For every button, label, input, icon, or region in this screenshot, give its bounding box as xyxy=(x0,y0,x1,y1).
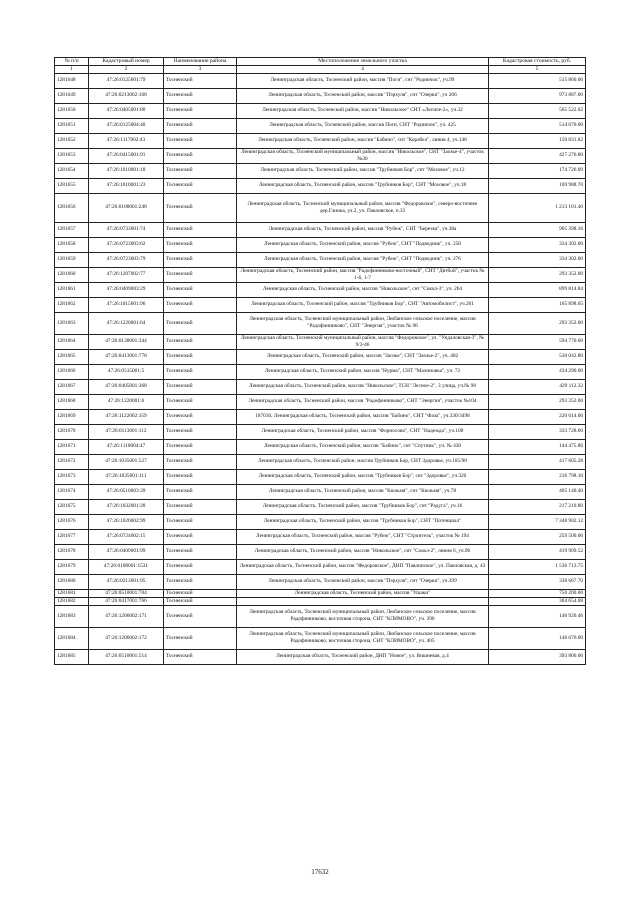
cadastral-number: 47:26:0417001:766 xyxy=(89,597,164,605)
cadastral-number: 47:26:0723003:62 xyxy=(89,237,164,252)
cadastral-number: 47:26:0108001:248 xyxy=(89,193,164,222)
land-location: Ленинградская область, Тосненский район, массив "Трубников Бор", СНТ "Потенциал" xyxy=(237,514,489,529)
cadastral-value: 515 860.00 xyxy=(489,73,586,88)
land-location: Ленинградская область, Тосненский муниципальный район, массив "Федоровское", ул. "Ундаловская-3", № 9/3-46 xyxy=(237,334,489,349)
land-location: 187030, Ленинградская область, Тосненский район, массив "Бабино", СНТ "Фаза", уч.330/3498 xyxy=(237,409,489,424)
table-row xyxy=(55,454,586,469)
table-row xyxy=(55,484,586,499)
row-number: 1281679 xyxy=(55,559,89,574)
cadastral-value: 334 302.00 xyxy=(489,237,586,252)
district-name: Тосненский xyxy=(164,514,237,529)
district-name: Тосненский xyxy=(164,297,237,312)
row-number: 1281654 xyxy=(55,163,89,178)
district-name: Тосненский xyxy=(164,237,237,252)
land-location: Ленинградская область, Тосненский район, массив "Трубников Бор", СНТ "Моховое", уч.18 xyxy=(237,178,489,193)
land-location: Ленинградская область, Тосненский район, массив "Никольское", ТСН "Лесное-2", 3 улица, уч.№ 98 xyxy=(237,379,489,394)
table-row xyxy=(55,193,586,222)
cadastral-value-table xyxy=(54,57,586,665)
cadastral-value: 530 042.80 xyxy=(489,349,586,364)
district-name: Тосненский xyxy=(164,484,237,499)
table-row xyxy=(55,267,586,282)
cadastral-number: 47:26:1207002:77 xyxy=(89,267,164,282)
cadastral-value: 336 667.70 xyxy=(489,574,586,589)
district-name: Тосненский xyxy=(164,409,237,424)
cadastral-number: 47:26:0138001:344 xyxy=(89,334,164,349)
cadastral-number: 47:26:1206002:171 xyxy=(89,605,164,627)
cadastral-value: 417 605.28 xyxy=(489,454,586,469)
district-name: Тосненский xyxy=(164,163,237,178)
land-location: Ленинградская область, Тосненский район, ДНП "Новое", ул. Вишневая, д.4 xyxy=(237,649,489,664)
header-cadastral-number: Кадастровый номер xyxy=(89,58,164,66)
district-name: Тосненский xyxy=(164,627,237,649)
district-name: Тосненский xyxy=(164,312,237,334)
table-row xyxy=(55,605,586,627)
cadastral-number: 47:26:0213002:168 xyxy=(89,88,164,103)
district-name: Тосненский xyxy=(164,118,237,133)
table-row xyxy=(55,334,586,349)
land-location: Ленинградская область, Тосненский район, массив "Поги", снт "Родничок", уч.99 xyxy=(237,73,489,88)
table-row xyxy=(55,424,586,439)
district-name: Тосненский xyxy=(164,544,237,559)
table-header-row xyxy=(55,58,586,66)
table-row xyxy=(55,237,586,252)
cadastral-value: 293 352.00 xyxy=(489,267,586,282)
land-location: Ленинградская область, Тосненский район, массив "Бабино", снт "Корабел", линия 4, уч.148 xyxy=(237,133,489,148)
land-location: Ленинградская область, Тосненский муниципальный район, Любанское сельское поселение, массив Радофинниково, восточная сторона, СНТ "КЛИМОВО", уч. 405 xyxy=(237,627,489,649)
district-name: Тосненский xyxy=(164,133,237,148)
cadastral-number: 47:26:0723003:79 xyxy=(89,252,164,267)
cadastral-value: 419 909.52 xyxy=(489,544,586,559)
table-row xyxy=(55,297,586,312)
table-row xyxy=(55,178,586,193)
cadastral-value: 7 348 902.12 xyxy=(489,514,586,529)
land-location: Ленинградская область, Тосненский район, массив "Радофинниково-восточный", СНТ "Дятбой", участок № 1-6, 1-7 xyxy=(237,267,489,282)
land-location: Ленинградская область, Тосненский муниципальный район, Любанское сельское поселение, массив "Радофинниково", СНТ "Энергия", участок № 96 xyxy=(237,312,489,334)
cadastral-value: 169 988.70 xyxy=(489,178,586,193)
district-name: Тосненский xyxy=(164,469,237,484)
district-name: Тосненский xyxy=(164,454,237,469)
row-number: 1281650 xyxy=(55,103,89,118)
land-location: Ленинградская область, Тосненский район, массив "Нурма", СНТ "Малиновка", уч. 72 xyxy=(237,364,489,379)
cadastral-number: 47:26:0510001:704 xyxy=(89,589,164,597)
district-name: Тосненский xyxy=(164,364,237,379)
table-row xyxy=(55,597,586,605)
row-number: 1281648 xyxy=(55,73,89,88)
header-district: Наименование района xyxy=(164,58,237,66)
district-name: Тосненский xyxy=(164,282,237,297)
district-name: Тосненский xyxy=(164,334,237,349)
table-row xyxy=(55,379,586,394)
land-location: Ленинградская область, Тосненский район, массив "Заозье", СНТ "Заозье-2", уч. 402 xyxy=(237,349,489,364)
cadastral-value: 165 898.65 xyxy=(489,297,586,312)
district-name: Тосненский xyxy=(164,222,237,237)
row-number: 1281664 xyxy=(55,334,89,349)
district-name: Тосненский xyxy=(164,178,237,193)
land-location: Ленинградская область, Тосненский район, массив "Никольское", снт "Сокол-2", линия 6, уч.96 xyxy=(237,544,489,559)
land-location: Ленинградская область, Тосненский муниципальный район, массив "Никольское", СНТ "Заозье-4", участок №30 xyxy=(237,148,489,163)
cadastral-number: 47:26:1220001:64 xyxy=(89,312,164,334)
district-name: Тосненский xyxy=(164,267,237,282)
land-location: Ленинградская область, Тосненский муниципальный район, массив "Федоровское", северо-восточнее дер.Глинка, ул.2, уч. Павловское, п.33 xyxy=(237,193,489,222)
row-number: 1281666 xyxy=(55,364,89,379)
row-number: 1281678 xyxy=(55,544,89,559)
land-location: Ленинградская область, Тосненский район, массив "Рубеж", СНТ "Подводник", уч. 276 xyxy=(237,252,489,267)
district-name: Тосненский xyxy=(164,103,237,118)
cadastral-value: 429 112.32 xyxy=(489,379,586,394)
cadastral-value: 905 398.16 xyxy=(489,222,586,237)
cadastral-number: 47:26:0733001:74 xyxy=(89,222,164,237)
table-row xyxy=(55,469,586,484)
cadastral-value: 1 536 713.75 xyxy=(489,559,586,574)
cadastral-value: 220 014.00 xyxy=(489,409,586,424)
district-name: Тосненский xyxy=(164,529,237,544)
cadastral-number: 47:26:0113001:112 xyxy=(89,424,164,439)
table-row xyxy=(55,394,586,409)
table-row xyxy=(55,222,586,237)
district-name: Тосненский xyxy=(164,589,237,597)
cadastral-number: 47:26:0510001:514 xyxy=(89,649,164,664)
cadastral-value: 217 210.80 xyxy=(489,499,586,514)
table-row xyxy=(55,574,586,589)
district-name: Тосненский xyxy=(164,394,237,409)
table-row xyxy=(55,627,586,649)
district-name: Тосненский xyxy=(164,88,237,103)
row-number: 1281685 xyxy=(55,649,89,664)
land-location: Ленинградская область, Тосненский район, массив "Рубеж", СНТ "Подводник", уч. 258 xyxy=(237,237,489,252)
land-location: Ленинградская область, Тосненский район, массив "Бабино", снт "Спутник", уч. № 430 xyxy=(237,439,489,454)
cadastral-value: 174 726.09 xyxy=(489,163,586,178)
cadastral-number: 47:26:0724002:15 xyxy=(89,529,164,544)
table-row xyxy=(55,163,586,178)
row-number: 1281655 xyxy=(55,178,89,193)
cadastral-number: 47:26:0108001:1531 xyxy=(89,559,164,574)
row-number: 1281649 xyxy=(55,88,89,103)
column-index: 5 xyxy=(489,66,586,73)
land-location: Ленинградская область, Тосненский район, массив "Ушаки" xyxy=(237,589,489,597)
district-name: Тосненский xyxy=(164,73,237,88)
row-number: 1281676 xyxy=(55,514,89,529)
land-location: Ленинградская область, Тосненский район, массив "Трубников Бор", снт "Здоровье", уч.320 xyxy=(237,469,489,484)
cadastral-value: 434 290.00 xyxy=(489,364,586,379)
row-number: 1281661 xyxy=(55,282,89,297)
cadastral-value: 594 770.60 xyxy=(489,334,586,349)
district-name: Тосненский xyxy=(164,379,237,394)
cadastral-number: 47:26:0125004:40 xyxy=(89,118,164,133)
land-location: Ленинградская область, Тосненский район, массив "Рубеж", СНТ "Березка", уч.38а xyxy=(237,222,489,237)
table-row xyxy=(55,118,586,133)
table-row xyxy=(55,349,586,364)
table-row xyxy=(55,252,586,267)
table-row xyxy=(55,499,586,514)
row-number: 1281684 xyxy=(55,627,89,649)
cadastral-value: 333 728.60 xyxy=(489,424,586,439)
page-number: 17632 xyxy=(311,868,329,876)
cadastral-number: 47:26:0213001:95 xyxy=(89,574,164,589)
land-location: Ленинградская область, Тосненский район, массив "Трубников Бор", СНТ "Автомобилист", уч.201 xyxy=(237,297,489,312)
header-location: Местоположение земельного участка xyxy=(237,58,489,66)
district-name: Тосненский xyxy=(164,349,237,364)
land-location: Ленинградская область, Тосненский район, массив Поги, СНТ "Родничок", уч. 425 xyxy=(237,118,489,133)
cadastral-number: 47:26:0405001:368 xyxy=(89,379,164,394)
table-row xyxy=(55,544,586,559)
cadastral-value: 427 276.80 xyxy=(489,148,586,163)
land-location: Ленинградская область, Тосненский район, массив "Радофинниково", СНТ "Энергия", участок №104 xyxy=(237,394,489,409)
row-number: 1281658 xyxy=(55,237,89,252)
table-row xyxy=(55,439,586,454)
table-row xyxy=(55,589,586,597)
land-location: Ленинградская область, Тосненский район, массив "Никольское", снт "Сокол-3", уч. 264 xyxy=(237,282,489,297)
land-location: Ленинградская область, Тосненский район, массив "Пэрхуля", снт "Озерки", уч.399 xyxy=(237,574,489,589)
cadastral-number: 47:26:1035001:527 xyxy=(89,454,164,469)
cadastral-value: 150 831.82 xyxy=(489,133,586,148)
cadastral-value: 514 070.00 xyxy=(489,118,586,133)
cadastral-number: 47:26:0409003:29 xyxy=(89,282,164,297)
row-number: 1281681 xyxy=(55,589,89,597)
cadastral-value: 146 676.00 xyxy=(489,627,586,649)
cadastral-value: 565 522.02 xyxy=(489,103,586,118)
cadastral-value: 146 920.46 xyxy=(489,605,586,627)
table-row xyxy=(55,312,586,334)
column-index: 3 xyxy=(164,66,237,73)
cadastral-value: 216 798.10 xyxy=(489,469,586,484)
cadastral-number: 47:26:1010001:23 xyxy=(89,178,164,193)
district-name: Тосненский xyxy=(164,252,237,267)
cadastral-number: 47:26:1032001:28 xyxy=(89,499,164,514)
row-number: 1281682 xyxy=(55,597,89,605)
cadastral-value: 259 500.00 xyxy=(489,529,586,544)
row-number: 1281683 xyxy=(55,605,89,627)
district-name: Тосненский xyxy=(164,148,237,163)
cadastral-value: 144 475.86 xyxy=(489,439,586,454)
district-name: Тосненский xyxy=(164,424,237,439)
row-number: 1281665 xyxy=(55,349,89,364)
table-row xyxy=(55,559,586,574)
land-location: Ленинградская область, Тосненский район, массив "Трубников Бор", снт "Радуга", уч.16 xyxy=(237,499,489,514)
land-location: Ленинградская область, Тосненский муниципальный район, Любанское сельское поселение, массив Радофинниково, восточная сторона, СНТ "КЛИМОВО", уч. 390 xyxy=(237,605,489,627)
row-number: 1281653 xyxy=(55,148,89,163)
table-row xyxy=(55,103,586,118)
cadastral-value: 364 654.08 xyxy=(489,597,586,605)
row-number: 1281663 xyxy=(55,312,89,334)
table-row xyxy=(55,73,586,88)
row-number: 1281674 xyxy=(55,484,89,499)
column-index: 1 xyxy=(55,66,89,73)
row-number: 1281677 xyxy=(55,529,89,544)
row-number: 1281662 xyxy=(55,297,89,312)
cadastral-number: 47:26:1220001:6 xyxy=(89,394,164,409)
cadastral-value: 899 814.84 xyxy=(489,282,586,297)
row-number: 1281673 xyxy=(55,469,89,484)
row-number: 1281652 xyxy=(55,133,89,148)
cadastral-number: 47:26:1122002:159 xyxy=(89,409,164,424)
row-number: 1281651 xyxy=(55,118,89,133)
land-location: Ленинградская область, Тосненский район, массив "Пэрхуля", снт "Озерки", уч 206 xyxy=(237,88,489,103)
district-name: Тосненский xyxy=(164,439,237,454)
row-number: 1281657 xyxy=(55,222,89,237)
table-row xyxy=(55,133,586,148)
row-number: 1281656 xyxy=(55,193,89,222)
cadastral-number: 47:26:1206002:172 xyxy=(89,627,164,649)
row-number: 1281667 xyxy=(55,379,89,394)
cadastral-value: 750 200.00 xyxy=(489,589,586,597)
land-location: Ленинградская область, Тосненский район, массив "Никольское" СНТ «Лесное-2», уч.32 xyxy=(237,103,489,118)
table-row xyxy=(55,514,586,529)
table-body xyxy=(55,73,586,664)
cadastral-value: 293 352.00 xyxy=(489,394,586,409)
land-location: Ленинградская область, Тосненский район, массив "Трубников Бор", снт "Моховое", уч.12 xyxy=(237,163,489,178)
column-index: 4 xyxy=(237,66,489,73)
cadastral-value: 973 887.00 xyxy=(489,88,586,103)
row-number: 1281671 xyxy=(55,439,89,454)
district-name: Тосненский xyxy=(164,605,237,627)
district-name: Тосненский xyxy=(164,559,237,574)
cadastral-number: 47:26:1118004:47 xyxy=(89,439,164,454)
table-row xyxy=(55,529,586,544)
cadastral-number: 47:26:0125001:79 xyxy=(89,73,164,88)
row-number: 1281660 xyxy=(55,267,89,282)
table-row xyxy=(55,148,586,163)
cadastral-number: 47:26:1035001:111 xyxy=(89,469,164,484)
row-number: 1281669 xyxy=(55,409,89,424)
row-number: 1281670 xyxy=(55,424,89,439)
row-number: 1281659 xyxy=(55,252,89,267)
district-name: Тосненский xyxy=(164,649,237,664)
column-index: 2 xyxy=(89,66,164,73)
district-name: Тосненский xyxy=(164,193,237,222)
cadastral-number: 47:26:1015001:96 xyxy=(89,297,164,312)
cadastral-number: 47:26:1010001:18 xyxy=(89,163,164,178)
cadastral-number: 47:26:1026002:99 xyxy=(89,514,164,529)
table-row xyxy=(55,409,586,424)
row-number: 1281680 xyxy=(55,574,89,589)
cadastral-value: 293 352.00 xyxy=(489,312,586,334)
land-location: Ленинградская область, Тосненский район, массив "Федоровское", ДНП "Павлинское", ул. Павловская, д. 43 xyxy=(237,559,489,574)
table-row xyxy=(55,88,586,103)
district-name: Тосненский xyxy=(164,574,237,589)
land-location: Ленинградская область, Тосненский район, массив "Форносово", СНТ "Надежда", уч.108 xyxy=(237,424,489,439)
cadastral-number: 47:26:0409001:99 xyxy=(89,544,164,559)
district-name: Тосненский xyxy=(164,597,237,605)
land-location xyxy=(237,597,489,605)
cadastral-number: 47:26:0405001:80 xyxy=(89,103,164,118)
cadastral-number: 47:26:0415001:91 xyxy=(89,148,164,163)
cadastral-value: 405 140.40 xyxy=(489,484,586,499)
cadastral-value: 1 213 101.40 xyxy=(489,193,586,222)
table-row xyxy=(55,364,586,379)
header-num: № п/п xyxy=(55,58,89,66)
cadastral-value: 393 800.00 xyxy=(489,649,586,664)
district-name: Тосненский xyxy=(164,499,237,514)
row-number: 1281675 xyxy=(55,499,89,514)
cadastral-number: 47:26:0510003:39 xyxy=(89,484,164,499)
land-location: Ленинградская область, Тосненский район, массив Трубников Бор, СНТ Здоровье, уч.105/98 xyxy=(237,454,489,469)
column-index-row xyxy=(55,66,586,73)
row-number: 1281668 xyxy=(55,394,89,409)
document-page xyxy=(54,57,585,665)
cadastral-number: 47:26:0515001:5 xyxy=(89,364,164,379)
table-row xyxy=(55,282,586,297)
cadastral-number: 47:26:0413001:778 xyxy=(89,349,164,364)
cadastral-value: 334 302.00 xyxy=(489,252,586,267)
land-location: Ленинградская область, Тосненский район, массив "Рубеж", СНТ "Строитель", участок № 194 xyxy=(237,529,489,544)
row-number: 1281672 xyxy=(55,454,89,469)
land-location: Ленинградская область, Тосненский район, массив "Кюльмя", снт "Кюльмя", уч.78 xyxy=(237,484,489,499)
header-cadastral-value: Кадастровая стоимость, руб. xyxy=(489,58,586,66)
table-row xyxy=(55,649,586,664)
cadastral-number: 47:26:1117002:43 xyxy=(89,133,164,148)
